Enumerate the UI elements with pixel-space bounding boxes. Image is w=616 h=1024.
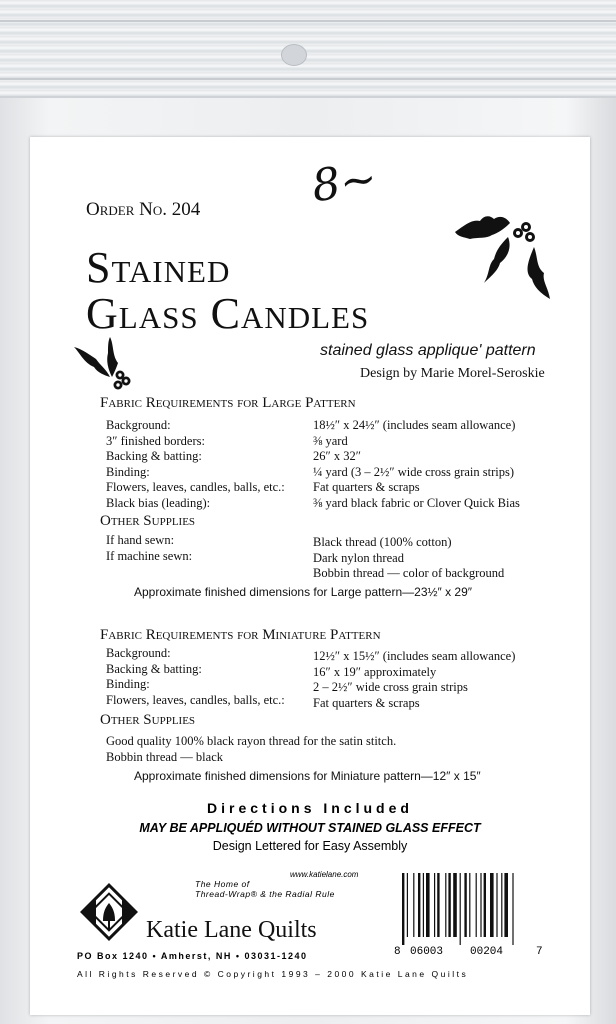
- applique-note: MAY BE APPLIQUÉD WITHOUT STAINED GLASS EFFECT: [139, 821, 481, 835]
- home-of-text: [195, 879, 335, 899]
- barcode-bar: [484, 873, 486, 937]
- holly-icon: [70, 333, 140, 393]
- mini-values: [313, 649, 515, 711]
- list-item: ⅜ yard black fabric or Clover Quick Bias: [313, 495, 520, 510]
- large-values: [313, 418, 520, 511]
- list-item: Black bias (leading):: [106, 495, 211, 510]
- large-approx-dimensions: Approximate finished dimensions for Large pattern—23½″ x 29″: [134, 585, 473, 599]
- barcode-bar: [448, 873, 450, 937]
- large-heading: Fabric Requirements for Large Pattern: [100, 395, 356, 411]
- list-item: 16″ x 19″ approximately: [313, 664, 437, 679]
- website-url: www.katielane.com: [290, 870, 359, 879]
- large-labels: [106, 418, 285, 511]
- list-item: Bobbin thread — black: [106, 749, 223, 764]
- brand-name: Katie Lane Quilts: [146, 917, 317, 943]
- barcode-first: 8: [394, 946, 401, 958]
- address: PO Box 1240 • Amherst, NH • 03031-1240: [77, 951, 308, 961]
- title-line-2: Glass Candles: [86, 289, 370, 338]
- pattern-card: [30, 137, 590, 1015]
- copyright: All Rights Reserved © Copyright 1993 – 2000 Katie Lane Quilts: [77, 969, 469, 979]
- barcode-bar: [504, 873, 508, 937]
- barcode-bar: [469, 873, 470, 937]
- barcode-bar: [437, 873, 439, 937]
- list-item: Good quality 100% black rayon thread for the satin stitch.: [106, 734, 397, 748]
- lettered-note: Design Lettered for Easy Assembly: [212, 839, 408, 853]
- list-item: Fat quarters & scraps: [313, 695, 420, 710]
- mini-supplies: [106, 734, 396, 765]
- list-item: Background:: [106, 646, 171, 660]
- logo-icon: [78, 881, 140, 943]
- order-number: Order No. 204: [86, 199, 201, 220]
- list-item: ⅜ yard: [313, 433, 348, 448]
- barcode-bar: [460, 873, 461, 945]
- large-supplies-values: [313, 535, 504, 582]
- list-item: Dark nylon thread: [313, 550, 404, 565]
- handwritten-price: 8~: [308, 152, 381, 213]
- zip-seal: [0, 0, 616, 98]
- list-item: Flowers, leaves, candles, balls, etc.:: [106, 480, 285, 494]
- barcode-last: 7: [536, 946, 543, 958]
- list-item: Backing & batting:: [106, 661, 202, 676]
- barcode-bar: [496, 873, 497, 937]
- large-supplies-labels: [106, 533, 192, 564]
- list-item: Fat quarters & scraps: [313, 480, 420, 494]
- barcode-right: 00204: [470, 946, 504, 958]
- barcode-bar: [407, 873, 408, 937]
- barcode-bar: [418, 873, 420, 937]
- barcode-bar: [512, 873, 513, 945]
- mini-labels: [106, 646, 285, 708]
- list-item: 3″ finished borders:: [106, 433, 205, 448]
- list-item: 18½″ x 24½″ (includes seam allowance): [313, 418, 516, 432]
- pattern-subtitle: stained glass applique' pattern: [320, 342, 536, 359]
- list-item: Binding:: [106, 464, 150, 479]
- list-item: 12½″ x 15½″ (includes seam allowance): [313, 649, 516, 663]
- list-item: If hand sewn:: [106, 533, 175, 547]
- large-supplies-heading: Other Supplies: [100, 513, 196, 529]
- mini-heading: Fabric Requirements for Miniature Pattern: [100, 627, 381, 643]
- list-item: Bobbin thread — color of background: [313, 566, 505, 580]
- barcode-bar: [426, 873, 430, 937]
- list-item: Background:: [106, 418, 171, 432]
- barcode-bar: [476, 873, 477, 937]
- mini-approx-dimensions: Approximate finished dimensions for Miniature pattern—12″ x 15″: [134, 769, 481, 783]
- holly-icon: [450, 207, 570, 317]
- title-line-1: Stained: [86, 243, 231, 292]
- home-line-2: Thread-Wrap® & the Radial Rule: [195, 889, 335, 899]
- barcode-icon: [394, 873, 544, 959]
- barcode-bars: [394, 873, 544, 945]
- barcode-bar: [453, 873, 457, 937]
- pattern-title: [86, 245, 369, 337]
- list-item: Black thread (100% cotton): [313, 535, 452, 549]
- hang-hole: [281, 44, 307, 66]
- barcode-bar: [413, 873, 414, 937]
- designer-credit: Design by Marie Morel-Seroskie: [360, 366, 545, 381]
- list-item: 26″ x 32″: [313, 449, 361, 463]
- barcode-bar: [501, 873, 502, 937]
- mini-supplies-heading: Other Supplies: [100, 712, 196, 728]
- list-item: Binding:: [106, 677, 150, 691]
- list-item: If machine sewn:: [106, 548, 193, 563]
- list-item: ¼ yard (3 – 2½″ wide cross grain strips): [313, 464, 515, 479]
- barcode-bar: [445, 873, 446, 937]
- list-item: Backing & batting:: [106, 449, 202, 463]
- barcode-bar: [490, 873, 494, 937]
- barcode-bar: [434, 873, 435, 937]
- barcode-bar: [464, 873, 466, 937]
- directions-included: Directions Included: [207, 800, 413, 816]
- barcode-left: 06003: [410, 946, 444, 958]
- list-item: Flowers, leaves, candles, balls, etc.:: [106, 692, 285, 707]
- barcode-bar: [423, 873, 424, 937]
- barcode-bar: [480, 873, 481, 937]
- home-line-1: The Home of: [195, 879, 250, 889]
- list-item: 2 – 2½″ wide cross grain strips: [313, 680, 468, 694]
- barcode-bar: [402, 873, 404, 945]
